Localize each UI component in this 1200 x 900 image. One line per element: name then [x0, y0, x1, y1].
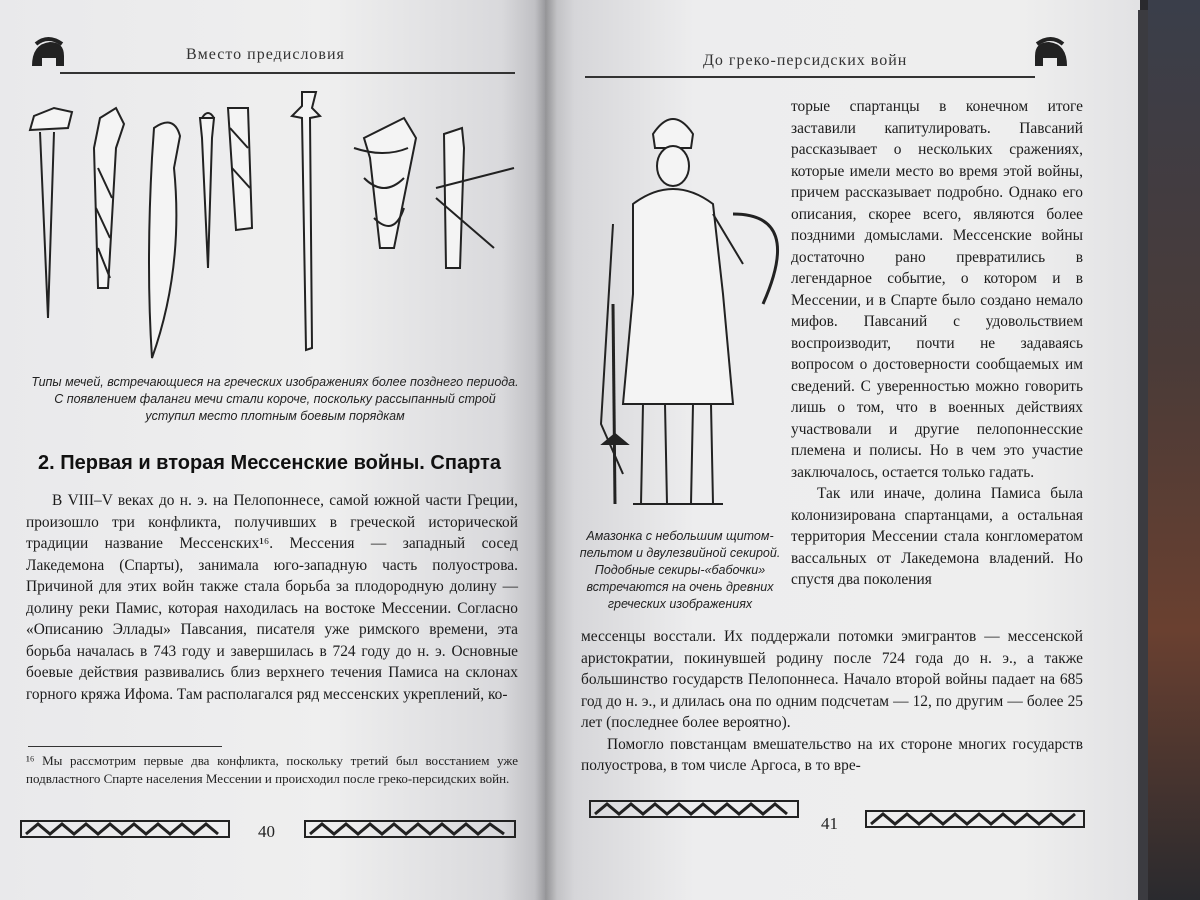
- header-rule: [60, 72, 515, 74]
- page-number: 40: [258, 822, 275, 841]
- page-number: 41: [821, 814, 838, 833]
- background-surface: [1148, 0, 1200, 900]
- right-page: [545, 0, 1140, 900]
- left-body-text: [26, 490, 518, 705]
- right-column-text: [791, 96, 1083, 591]
- helmet-icon: [1031, 36, 1071, 70]
- swords-illustration: [24, 88, 524, 368]
- ornament-left-b: [304, 820, 516, 838]
- section-title: 2. Первая и вторая Мессенские войны. Спарта: [38, 452, 501, 474]
- right-full-text: [581, 626, 1083, 777]
- full-paragraph-1: мессенцы восстали. Их поддержали потомки эмигрантов — мессенской аристократии, покинувшей родину после 724 года до н. э., а также большинство государств Пелопоннеса. Начало второй войны падает на 685 год до н. э., и длилась она по одним подсчетам — 12, по другим — более 25 лет (последнее более вероятно).: [581, 628, 1083, 731]
- ornament-left-a: [20, 820, 230, 838]
- book-edge: [1138, 10, 1148, 900]
- ornament-right-b: [865, 810, 1085, 828]
- footnote-rule: [28, 746, 222, 747]
- header-rule: [585, 76, 1035, 78]
- column-paragraph-2: Так или иначе, долина Памиса была колонизирована спартанцами, а остальная территория Мессении стала конгломератом вассальных от Лакедемона владений. Но спустя два поколения: [791, 485, 1083, 588]
- book-gutter: [535, 0, 557, 900]
- running-header: Вместо предисловия: [186, 46, 345, 63]
- amazon-illustration: [593, 104, 793, 524]
- left-page: [0, 0, 545, 900]
- swords-caption: Типы мечей, встречающиеся на греческих изображениях более позднего периода. С появлением фаланги мечи стали короче, поскольку рассыпанный строй уступил место плотным боевым порядкам: [31, 375, 519, 423]
- full-paragraph-2: Помогло повстанцам вмешательство на их стороне многих государств полуострова, в том числе Аргоса, в то вре-: [581, 735, 1083, 774]
- running-header: До греко-персидских войн: [703, 52, 908, 69]
- footnote: ¹⁶ Мы рассмотрим первые два конфликта, поскольку третий был восстанием уже подвластного Спарте населения Мессении и происходил после греко-персидских войн.: [26, 753, 518, 786]
- left-paragraph: В VIII–V веках до н. э. на Пелопоннесе, самой южной части Греции, произошло три конфликта, получивших в греческой исторической традиции название Мессенских¹⁶. Мессения — западный сосед Лакедемона (Спарты), занимала юго-западную часть полуострова. Причиной для этих войн также стала борьба за плодородную долину — долину реки Памис, которая находилась на востоке Мессении. Согласно «Описанию Эллады» Павсания, писателя уже римского времени, эта борьба началась в 743 году и завершилась в 724 году до н. э. Основные боевые действия развивались близ верхнего течения Памиса на склонах горного кряжа Ифома. Там располагался ряд мессенских укреплений, ко-: [26, 492, 518, 703]
- amazon-caption: Амазонка с небольшим щитом-пельтом и двулезвийной секирой. Подобные секиры-«бабочки» встречаются на очень древних греческих изображениях: [579, 529, 781, 611]
- ornament-right-a: [589, 800, 799, 818]
- helmet-icon: [28, 36, 68, 70]
- column-paragraph-1: торые спартанцы в конечном итоге заставили капитулировать. Павсаний рассказывает о нескольких сражениях, которые имели место во время этой войны, причем рассказывает подробно. Однако его описания, скорее всего, являются более поздними домыслами. Мессенские войны достаточно рано превратились в легендарное событие, о котором и в Мессении, и в Спарте было создано немало мифов. Павсаний с удовольствием воспроизводит, почти не задаваясь вопросом о достоверности сообщаемых им сведений. С уверенностью можно говорить лишь о том, что в военных действиях участвовали и другие пелопоннесские племена и полисы. Но в чем это участие заключалось, остается только гадать.: [791, 98, 1083, 481]
